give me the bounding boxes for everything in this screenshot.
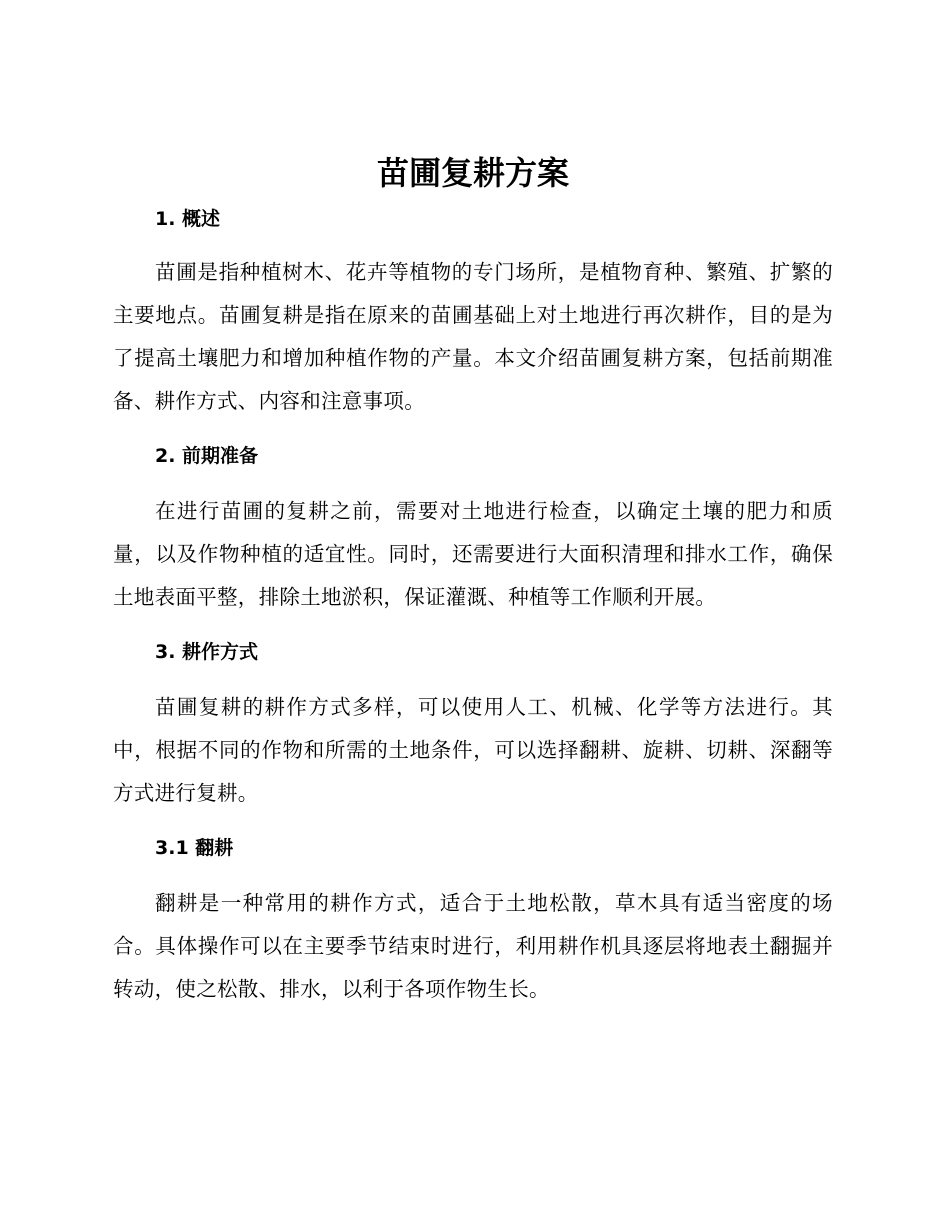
section-heading: 3.1 翻耕 <box>155 837 234 859</box>
section-paragraph: 在进行苗圃的复耕之前，需要对土地进行检查，以确定土壤的肥力和质量，以及作物种植的适宜性。同时，还需要进行大面积清理和排水工作，确保土地表面平整，排除土地淤积，保证灌溉、种植等工作顺利开展。 <box>113 499 833 609</box>
section-heading: 2. 前期准备 <box>155 445 259 467</box>
section-overview <box>113 206 833 423</box>
section-paragraph: 翻耕是一种常用的耕作方式，适合于土地松散，草木具有适当密度的场合。具体操作可以在主要季节结束时进行，利用耕作机具逐层将地表土翻掘并转动，使之松散、排水，以利于各项作物生长。 <box>113 891 833 1001</box>
document-page <box>113 150 833 1011</box>
section-heading: 3. 耕作方式 <box>155 641 259 663</box>
section-tillage-methods <box>113 639 833 815</box>
section-paragraph: 苗圃是指种植树木、花卉等植物的专门场所，是植物育种、繁殖、扩繁的主要地点。苗圃复耕是指在原来的苗圃基础上对土地进行再次耕作，目的是为了提高土壤肥力和增加种植作物的产量。本文介绍苗圃复耕方案，包括前期准备、耕作方式、内容和注意事项。 <box>113 260 833 413</box>
section-preparation <box>113 443 833 619</box>
section-heading: 1. 概述 <box>155 208 221 230</box>
section-paragraph: 苗圃复耕的耕作方式多样，可以使用人工、机械、化学等方法进行。其中，根据不同的作物和所需的土地条件，可以选择翻耕、旋耕、切耕、深翻等方式进行复耕。 <box>113 695 833 805</box>
section-plowing <box>113 835 833 1011</box>
document-title: 苗圃复耕方案 <box>376 154 569 192</box>
